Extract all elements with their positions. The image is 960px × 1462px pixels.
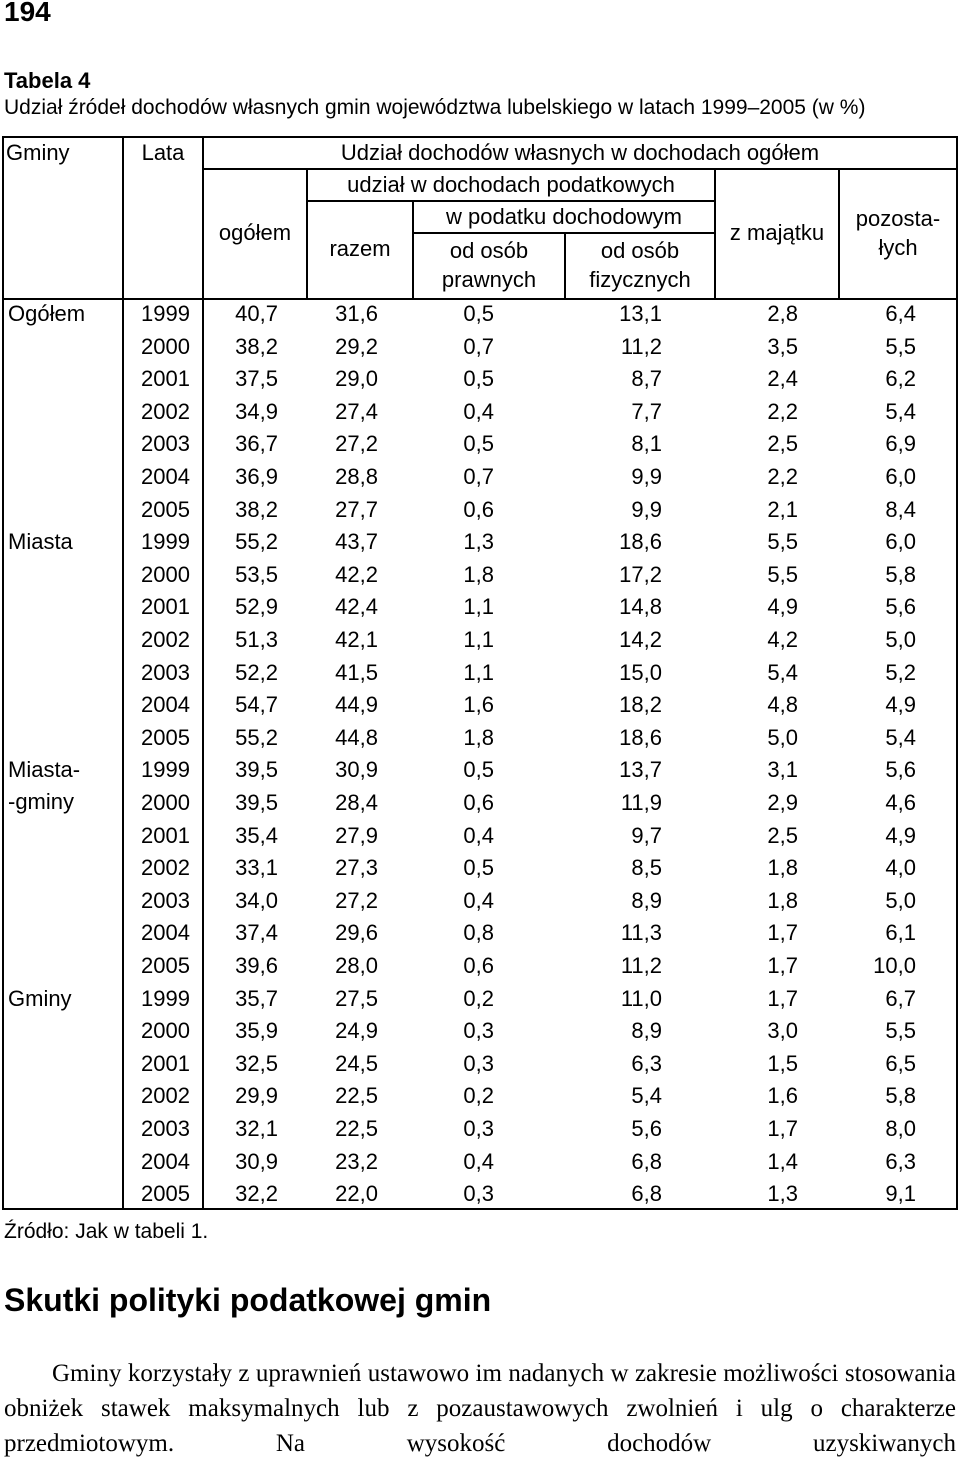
cell-ogolem: 35,7 (235, 985, 278, 1011)
cell-ogolem: 39,6 (235, 953, 278, 978)
cell-fizycznych: 18,6 (619, 724, 662, 750)
cell-ogolem: 32,5 (235, 1050, 278, 1076)
cell-year: 2002 (141, 855, 190, 881)
cell-year: 2005 (141, 1181, 190, 1207)
cell-pozostalych: 4,9 (885, 822, 916, 848)
cell-year: 2001 (141, 594, 190, 620)
header-pozostalych: pozosta- łych (855, 206, 941, 260)
cell-razem: 29,6 (335, 920, 378, 946)
header-ogolem: ogółem (218, 220, 292, 245)
cell-pozostalych: 5,8 (885, 1083, 916, 1109)
cell-fizycznych: 7,7 (631, 398, 662, 424)
cell-pozostalych: 6,1 (885, 920, 916, 946)
cell-pozostalych: 10,0 (873, 953, 916, 978)
group-label: Gminy (8, 985, 72, 1011)
cell-prawnych: 0,4 (463, 887, 494, 913)
cell-fizycznych: 8,9 (631, 887, 662, 913)
cell-fizycznych: 15,0 (619, 659, 662, 685)
cell-ogolem: 37,5 (235, 366, 278, 392)
cell-fizycznych: 17,2 (619, 561, 662, 587)
cell-pozostalych: 6,0 (885, 464, 916, 489)
cell-razem: 27,4 (335, 398, 378, 424)
cell-prawnych: 1,1 (463, 659, 494, 685)
cell-prawnych: 1,8 (463, 724, 494, 750)
cell-pozostalych: 5,4 (885, 724, 916, 750)
cell-year: 2005 (141, 496, 190, 522)
cell-ogolem: 33,1 (235, 855, 278, 881)
cell-majatku: 4,2 (767, 627, 798, 652)
cell-pozostalych: 4,0 (885, 855, 916, 881)
cell-year: 2002 (141, 1083, 190, 1109)
cell-prawnych: 0,5 (463, 301, 494, 326)
cell-prawnych: 0,3 (463, 1116, 494, 1141)
header-podatkowe: udział w dochodach podatkowych (347, 172, 675, 197)
cell-majatku: 1,7 (767, 920, 798, 946)
cell-ogolem: 40,7 (235, 301, 278, 326)
table-caption: Udział źródeł dochodów własnych gmin województwa lubelskiego w latach 1999–2005 (w %) (4, 96, 866, 119)
cell-razem: 27,2 (335, 431, 378, 457)
cell-razem: 27,9 (335, 822, 378, 848)
cell-ogolem: 35,4 (235, 822, 278, 848)
cell-prawnych: 0,8 (463, 920, 494, 946)
cell-fizycznych: 11,9 (620, 790, 662, 815)
cell-prawnych: 0,5 (463, 757, 494, 783)
cell-ogolem: 29,9 (235, 1083, 278, 1109)
cell-prawnych: 0,6 (463, 790, 494, 815)
cell-pozostalych: 6,9 (885, 431, 916, 457)
cell-pozostalych: 6,7 (885, 985, 916, 1011)
cell-razem: 27,7 (335, 496, 378, 522)
cell-prawnych: 0,6 (463, 953, 494, 978)
cell-prawnych: 0,2 (463, 1083, 494, 1109)
cell-year: 2000 (141, 561, 190, 587)
cell-fizycznych: 11,2 (620, 953, 662, 978)
cell-prawnych: 0,3 (463, 1018, 494, 1044)
cell-fizycznych: 9,9 (631, 496, 662, 522)
cell-razem: 22,0 (335, 1181, 378, 1207)
cell-razem: 28,0 (335, 953, 378, 978)
cell-fizycznych: 14,2 (619, 627, 662, 652)
cell-pozostalych: 5,6 (885, 757, 916, 783)
cell-majatku: 5,5 (767, 561, 798, 587)
cell-prawnych: 0,2 (463, 985, 494, 1011)
cell-pozostalych: 5,0 (885, 627, 916, 652)
cell-razem: 28,8 (335, 464, 378, 489)
cell-pozostalych: 5,6 (885, 594, 916, 620)
cell-fizycznych: 8,1 (631, 431, 662, 457)
cell-ogolem: 32,1 (235, 1116, 278, 1141)
cell-majatku: 1,7 (767, 985, 798, 1011)
cell-prawnych: 0,6 (463, 496, 494, 522)
cell-razem: 41,5 (335, 659, 378, 685)
cell-majatku: 2,2 (767, 464, 798, 489)
cell-majatku: 1,3 (767, 1181, 798, 1207)
cell-razem: 28,4 (335, 790, 378, 815)
cell-ogolem: 35,9 (235, 1018, 278, 1044)
cell-year: 2001 (141, 366, 190, 392)
cell-razem: 42,2 (335, 561, 378, 587)
cell-majatku: 1,7 (767, 953, 798, 978)
cell-majatku: 2,9 (767, 790, 798, 815)
cell-year: 2003 (141, 431, 190, 457)
cell-ogolem: 39,5 (235, 790, 278, 815)
cell-ogolem: 53,5 (235, 561, 278, 587)
cell-fizycznych: 13,7 (619, 757, 662, 783)
cell-fizycznych: 8,7 (631, 366, 662, 392)
cell-year: 2000 (141, 333, 190, 359)
section-title: Skutki polityki podatkowej gmin (4, 1282, 492, 1318)
cell-ogolem: 38,2 (235, 333, 278, 359)
cell-fizycznych: 5,4 (631, 1083, 662, 1109)
cell-prawnych: 1,1 (463, 594, 494, 620)
cell-fizycznych: 18,6 (619, 529, 662, 555)
cell-razem: 27,2 (335, 887, 378, 913)
header-gminy: Gminy (6, 140, 70, 165)
cell-ogolem: 30,9 (235, 1148, 278, 1174)
cell-fizycznych: 13,1 (619, 301, 662, 326)
cell-year: 2000 (141, 790, 190, 815)
cell-ogolem: 55,2 (235, 724, 278, 750)
header-prawnych: od osób prawnych (441, 238, 537, 292)
cell-year: 1999 (141, 301, 190, 326)
cell-year: 2005 (141, 724, 190, 750)
table-source: Źródło: Jak w tabeli 1. (4, 1220, 209, 1243)
cell-pozostalych: 5,4 (885, 398, 916, 424)
cell-majatku: 2,5 (767, 822, 798, 848)
cell-fizycznych: 6,3 (631, 1050, 662, 1076)
cell-year: 2001 (141, 1050, 190, 1076)
cell-pozostalych: 5,5 (885, 1018, 916, 1044)
cell-razem: 31,6 (335, 301, 378, 326)
cell-razem: 22,5 (335, 1083, 378, 1109)
cell-prawnych: 0,5 (463, 431, 494, 457)
table-border-right (956, 136, 958, 1210)
cell-ogolem: 52,9 (235, 594, 278, 620)
cell-majatku: 5,0 (767, 724, 798, 750)
cell-fizycznych: 8,5 (631, 855, 662, 881)
cell-majatku: 3,5 (767, 333, 798, 359)
cell-pozostalych: 5,8 (885, 561, 916, 587)
cell-ogolem: 39,5 (235, 757, 278, 783)
cell-ogolem: 37,4 (235, 920, 278, 946)
cell-ogolem: 54,7 (235, 692, 278, 718)
cell-prawnych: 1,1 (463, 627, 494, 652)
cell-ogolem: 36,7 (235, 431, 278, 457)
cell-majatku: 1,5 (767, 1050, 798, 1076)
page-number: 194 (4, 0, 51, 27)
cell-year: 2003 (141, 659, 190, 685)
cell-year: 2003 (141, 1116, 190, 1141)
cell-fizycznych: 14,8 (619, 594, 662, 620)
cell-majatku: 2,4 (767, 366, 798, 392)
cell-prawnych: 0,3 (463, 1050, 494, 1076)
cell-prawnych: 1,6 (463, 692, 494, 718)
cell-majatku: 4,9 (767, 594, 798, 620)
table-label: Tabela 4 (4, 68, 91, 93)
cell-fizycznych: 6,8 (631, 1181, 662, 1207)
cell-pozostalych: 4,9 (885, 692, 916, 718)
col-divider-lata (202, 136, 204, 1210)
cell-majatku: 2,5 (767, 431, 798, 457)
cell-prawnych: 0,4 (463, 822, 494, 848)
cell-razem: 22,5 (335, 1116, 378, 1141)
cell-pozostalych: 5,0 (885, 887, 916, 913)
cell-ogolem: 34,0 (235, 887, 278, 913)
cell-razem: 30,9 (335, 757, 378, 783)
cell-year: 1999 (141, 529, 190, 555)
cell-majatku: 5,5 (767, 529, 798, 555)
cell-fizycznych: 9,7 (631, 822, 662, 848)
header-majatku: z majątku (729, 220, 825, 245)
cell-razem: 44,9 (335, 692, 378, 718)
cell-majatku: 1,7 (767, 1116, 798, 1141)
cell-pozostalych: 5,2 (885, 659, 916, 685)
cell-pozostalych: 5,5 (885, 333, 916, 359)
cell-prawnych: 0,4 (463, 398, 494, 424)
cell-pozostalych: 8,4 (885, 496, 916, 522)
cell-year: 2001 (141, 822, 190, 848)
cell-fizycznych: 11,3 (620, 920, 662, 946)
cell-majatku: 1,8 (767, 855, 798, 881)
cell-year: 2004 (141, 692, 190, 718)
cell-pozostalych: 6,5 (885, 1050, 916, 1076)
cell-year: 2004 (141, 1148, 190, 1174)
cell-prawnych: 0,5 (463, 366, 494, 392)
cell-pozostalych: 4,6 (885, 790, 916, 815)
cell-razem: 24,5 (335, 1050, 378, 1076)
cell-pozostalych: 9,1 (885, 1181, 916, 1207)
header-w-podatku: w podatku dochodowym (445, 204, 683, 229)
cell-razem: 27,3 (335, 855, 378, 881)
col-divider-gminy (122, 136, 124, 1210)
cell-prawnych: 0,3 (463, 1181, 494, 1207)
cell-year: 1999 (141, 757, 190, 783)
cell-majatku: 2,1 (767, 496, 798, 522)
cell-year: 2003 (141, 887, 190, 913)
cell-year: 2004 (141, 920, 190, 946)
cell-razem: 29,2 (335, 333, 378, 359)
cell-majatku: 3,0 (767, 1018, 798, 1044)
cell-ogolem: 52,2 (235, 659, 278, 685)
cell-prawnych: 0,7 (463, 333, 494, 359)
data-table (2, 136, 958, 1210)
cell-prawnych: 1,3 (463, 529, 494, 555)
cell-year: 2002 (141, 627, 190, 652)
cell-razem: 24,9 (335, 1018, 378, 1044)
cell-fizycznych: 18,2 (619, 692, 662, 718)
cell-ogolem: 36,9 (235, 464, 278, 489)
body-paragraph: Gminy korzystały z uprawnień ustawowo im nadanych w zakresie możliwości stosowania obniżek stawek maksymalnych lub z pozaustawowych zwolnień i ulg o charakterze przedmiotowym. Na wysokość dochodów uzyskiwanych (4, 1360, 956, 1457)
cell-year: 2000 (141, 1018, 190, 1044)
cell-razem: 27,5 (335, 985, 378, 1011)
cell-majatku: 5,4 (767, 659, 798, 685)
cell-fizycznych: 11,2 (620, 333, 662, 359)
cell-pozostalych: 6,2 (885, 366, 916, 392)
group-label: Miasta- -gminy (8, 757, 81, 815)
cell-fizycznych: 11,0 (620, 985, 662, 1011)
cell-ogolem: 32,2 (235, 1181, 278, 1207)
cell-majatku: 2,8 (767, 301, 798, 326)
group-label: Miasta (8, 529, 73, 555)
cell-year: 2004 (141, 464, 190, 489)
cell-fizycznych: 5,6 (631, 1116, 662, 1141)
cell-razem: 42,1 (335, 627, 378, 652)
cell-prawnych: 0,7 (463, 464, 494, 489)
header-rule-dochodowy (412, 232, 714, 234)
cell-fizycznych: 9,9 (631, 464, 662, 489)
cell-prawnych: 1,8 (463, 561, 494, 587)
cell-prawnych: 0,5 (463, 855, 494, 881)
cell-majatku: 2,2 (767, 398, 798, 424)
cell-year: 2002 (141, 398, 190, 424)
cell-razem: 43,7 (335, 529, 378, 555)
cell-razem: 29,0 (335, 366, 378, 392)
cell-ogolem: 55,2 (235, 529, 278, 555)
cell-razem: 44,8 (335, 724, 378, 750)
group-label: Ogółem (8, 301, 86, 326)
cell-pozostalych: 8,0 (885, 1116, 916, 1141)
cell-majatku: 1,6 (767, 1083, 798, 1109)
cell-prawnych: 0,4 (463, 1148, 494, 1174)
table-border-left (2, 136, 4, 1210)
cell-razem: 23,2 (335, 1148, 378, 1174)
cell-ogolem: 38,2 (235, 496, 278, 522)
cell-pozostalych: 6,3 (885, 1148, 916, 1174)
cell-majatku: 3,1 (767, 757, 798, 783)
cell-ogolem: 34,9 (235, 398, 278, 424)
header-fizycznych: od osób fizycznych (589, 238, 691, 292)
cell-year: 2005 (141, 953, 190, 978)
header-main: Udział dochodów własnych w dochodach ogółem (340, 140, 820, 165)
cell-pozostalych: 6,4 (885, 301, 916, 326)
header-lata: Lata (141, 140, 185, 165)
cell-majatku: 4,8 (767, 692, 798, 718)
header-razem: razem (329, 236, 391, 261)
cell-pozostalych: 6,0 (885, 529, 916, 555)
cell-fizycznych: 8,9 (631, 1018, 662, 1044)
cell-ogolem: 51,3 (235, 627, 278, 652)
cell-majatku: 1,4 (767, 1148, 798, 1174)
cell-fizycznych: 6,8 (631, 1148, 662, 1174)
cell-year: 1999 (141, 985, 190, 1011)
cell-majatku: 1,8 (767, 887, 798, 913)
cell-razem: 42,4 (335, 594, 378, 620)
